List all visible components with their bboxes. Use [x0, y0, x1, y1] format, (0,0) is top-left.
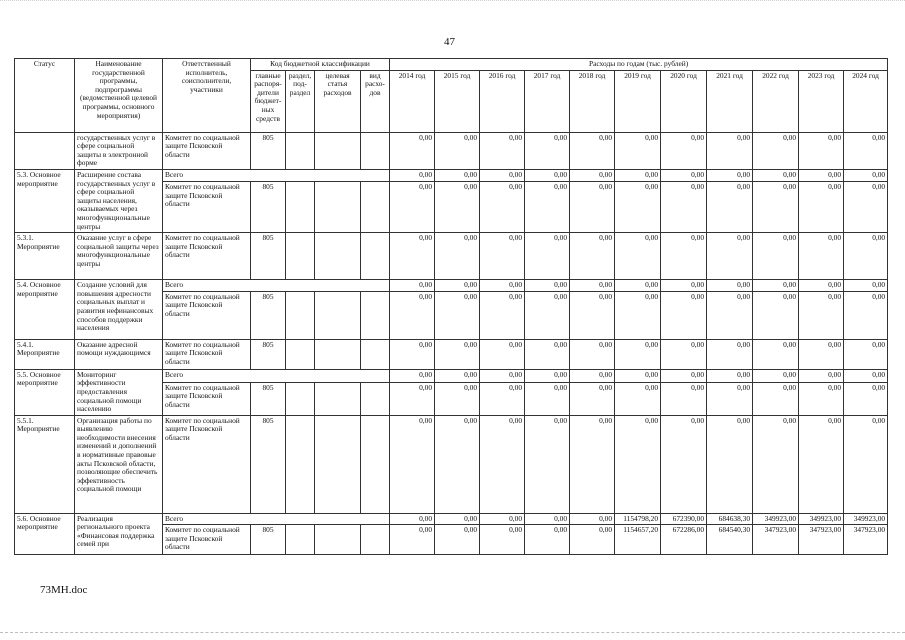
- amount-cell: 0,00: [615, 132, 661, 169]
- amount-cell: 0,00: [615, 369, 661, 382]
- amount-cell: 347923,00: [753, 525, 799, 555]
- header-year: 2018 год: [570, 70, 615, 132]
- type-cell: [361, 339, 390, 369]
- amount-cell: 684638,30: [707, 513, 753, 525]
- amount-cell: 0,00: [661, 291, 707, 339]
- amount-cell: 0,00: [390, 415, 435, 513]
- amount-cell: 0,00: [844, 169, 888, 181]
- amount-cell: 0,00: [435, 369, 480, 382]
- amount-cell: 0,00: [480, 233, 525, 280]
- amount-cell: 0,00: [707, 182, 753, 233]
- status-cell: [15, 132, 75, 169]
- amount-cell: 0,00: [570, 525, 615, 555]
- amount-cell: 0,00: [844, 339, 888, 369]
- table-row-5-3-total: [15, 169, 888, 181]
- amount-cell: 0,00: [525, 280, 570, 292]
- amount-cell: 0,00: [390, 382, 435, 415]
- grbs-cell: 805: [251, 132, 286, 169]
- header-name: Наименование государственной программы, подпрограммы (ведомственной целевой программы, основного мероприятия): [75, 59, 163, 133]
- executor-total-cell: Всего: [163, 280, 390, 292]
- amount-cell: 0,00: [570, 382, 615, 415]
- amount-cell: 0,00: [435, 169, 480, 181]
- grbs-cell: 805: [251, 339, 286, 369]
- amount-cell: 0,00: [799, 369, 844, 382]
- amount-cell: 672286,00: [661, 525, 707, 555]
- amount-cell: 0,00: [435, 513, 480, 525]
- amount-cell: 0,00: [661, 415, 707, 513]
- amount-cell: 0,00: [753, 233, 799, 280]
- status-cell: 5.4.1. Мероприятие: [15, 339, 75, 369]
- amount-cell: 0,00: [435, 182, 480, 233]
- amount-cell: 0,00: [615, 415, 661, 513]
- amount-cell: 0,00: [753, 291, 799, 339]
- amount-cell: 0,00: [435, 132, 480, 169]
- grbs-cell: 805: [251, 233, 286, 280]
- executor-cell: Комитет по социальной защите Псковской области: [163, 182, 251, 233]
- budget-table: [14, 58, 888, 555]
- target-cell: [315, 182, 361, 233]
- executor-cell: Комитет по социальной защите Псковской области: [163, 339, 251, 369]
- amount-cell: 0,00: [661, 169, 707, 181]
- header-year: 2015 год: [435, 70, 480, 132]
- amount-cell: 347923,00: [844, 525, 888, 555]
- amount-cell: 0,00: [615, 233, 661, 280]
- section-cell: [286, 382, 315, 415]
- amount-cell: 0,00: [570, 339, 615, 369]
- amount-cell: 0,00: [390, 233, 435, 280]
- target-cell: [315, 132, 361, 169]
- name-cell: Оказание услуг в сфере социальной защиты через многофункциональные центры: [75, 233, 163, 280]
- amount-cell: 0,00: [435, 291, 480, 339]
- name-cell: Мониторинг эффективности предоставления социальной помощи населению: [75, 369, 163, 415]
- type-cell: [361, 233, 390, 280]
- header-year: 2014 год: [390, 70, 435, 132]
- amount-cell: 0,00: [525, 339, 570, 369]
- section-cell: [286, 525, 315, 555]
- amount-cell: 0,00: [844, 369, 888, 382]
- executor-cell: Комитет по социальной защите Псковской области: [163, 132, 251, 169]
- header-year: 2017 год: [525, 70, 570, 132]
- amount-cell: 0,00: [799, 415, 844, 513]
- amount-cell: 0,00: [390, 369, 435, 382]
- type-cell: [361, 132, 390, 169]
- amount-cell: 0,00: [753, 339, 799, 369]
- target-cell: [315, 382, 361, 415]
- amount-cell: 0,00: [661, 182, 707, 233]
- amount-cell: 349923,00: [799, 513, 844, 525]
- header-grbs: главные распоря-дители бюджет-ных средств: [251, 70, 286, 132]
- amount-cell: 0,00: [480, 369, 525, 382]
- amount-cell: 0,00: [615, 182, 661, 233]
- grbs-cell: 805: [251, 291, 286, 339]
- amount-cell: 0,00: [661, 369, 707, 382]
- amount-cell: 0,00: [707, 415, 753, 513]
- table-row-5-5-total: [15, 369, 888, 382]
- amount-cell: 0,00: [799, 132, 844, 169]
- table-row-5-4-total: [15, 280, 888, 292]
- amount-cell: 0,00: [390, 132, 435, 169]
- amount-cell: 0,00: [525, 182, 570, 233]
- amount-cell: 0,00: [844, 280, 888, 292]
- amount-cell: 0,00: [570, 513, 615, 525]
- type-cell: [361, 525, 390, 555]
- amount-cell: 0,00: [570, 415, 615, 513]
- table-header: [15, 59, 888, 133]
- amount-cell: 0,00: [525, 513, 570, 525]
- status-cell: 5.5.1. Мероприятие: [15, 415, 75, 513]
- target-cell: [315, 291, 361, 339]
- amount-cell: 0,00: [390, 182, 435, 233]
- amount-cell: 0,00: [525, 291, 570, 339]
- table-row-5-5-1: [15, 415, 888, 513]
- amount-cell: 684540,30: [707, 525, 753, 555]
- amount-cell: 0,00: [480, 132, 525, 169]
- header-section: раздел, под-раздел: [286, 70, 315, 132]
- header-year: 2024 год: [844, 70, 888, 132]
- name-cell: Оказание адресной помощи нуждающимся: [75, 339, 163, 369]
- type-cell: [361, 415, 390, 513]
- type-cell: [361, 291, 390, 339]
- amount-cell: 0,00: [480, 169, 525, 181]
- amount-cell: 0,00: [390, 169, 435, 181]
- amount-cell: 0,00: [435, 525, 480, 555]
- target-cell: [315, 339, 361, 369]
- name-cell: Организация работы по выявлению необходимости внесения изменений и дополнений в нормативные правовые акты Псковской области, позволяющие обеспечить эффективность социальной помощи: [75, 415, 163, 513]
- amount-cell: 0,00: [390, 513, 435, 525]
- name-cell: Создание условий для повышения адресности социальных выплат и развития нефинансовых способов поддержки населения: [75, 280, 163, 340]
- amount-cell: 0,00: [525, 233, 570, 280]
- executor-total-cell: Всего: [163, 513, 390, 525]
- amount-cell: 0,00: [615, 291, 661, 339]
- name-cell: государственных услуг в сфере социальной защиты в электронной форме: [75, 132, 163, 169]
- amount-cell: 0,00: [799, 182, 844, 233]
- section-cell: [286, 291, 315, 339]
- amount-cell: 0,00: [799, 169, 844, 181]
- header-year: 2022 год: [753, 70, 799, 132]
- amount-cell: 1154657,20: [615, 525, 661, 555]
- target-cell: [315, 415, 361, 513]
- footer-filename: 73МН.doc: [40, 584, 88, 596]
- amount-cell: 0,00: [390, 339, 435, 369]
- amount-cell: 0,00: [799, 382, 844, 415]
- amount-cell: 0,00: [753, 415, 799, 513]
- table-row-continuation: [15, 132, 888, 169]
- amount-cell: 0,00: [844, 291, 888, 339]
- amount-cell: 0,00: [435, 233, 480, 280]
- amount-cell: 0,00: [615, 339, 661, 369]
- amount-cell: 0,00: [799, 291, 844, 339]
- amount-cell: 0,00: [390, 291, 435, 339]
- amount-cell: 0,00: [435, 280, 480, 292]
- status-cell: 5.3. Основное мероприятие: [15, 169, 75, 232]
- header-budget-code: Код бюджетной классификации: [251, 59, 390, 71]
- amount-cell: 0,00: [525, 525, 570, 555]
- executor-cell: Комитет по социальной защите Псковской области: [163, 525, 251, 555]
- amount-cell: 0,00: [707, 369, 753, 382]
- amount-cell: 672390,00: [661, 513, 707, 525]
- section-cell: [286, 339, 315, 369]
- amount-cell: 0,00: [753, 369, 799, 382]
- amount-cell: 0,00: [390, 525, 435, 555]
- amount-cell: 0,00: [525, 132, 570, 169]
- amount-cell: 0,00: [480, 415, 525, 513]
- scan-artifact-bottom: [0, 632, 905, 633]
- scan-artifact-top: [0, 0, 905, 1]
- amount-cell: 0,00: [799, 280, 844, 292]
- amount-cell: 0,00: [753, 182, 799, 233]
- header-year: 2019 год: [615, 70, 661, 132]
- amount-cell: 0,00: [707, 382, 753, 415]
- amount-cell: 0,00: [480, 382, 525, 415]
- header-expenses: Расходы по годам (тыс. рублей): [390, 59, 888, 71]
- amount-cell: 0,00: [707, 291, 753, 339]
- status-cell: 5.6. Основное мероприятие: [15, 513, 75, 555]
- section-cell: [286, 233, 315, 280]
- header-target-article: целевая статья расходов: [315, 70, 361, 132]
- amount-cell: 0,00: [799, 339, 844, 369]
- amount-cell: 0,00: [525, 369, 570, 382]
- header-status: Статус: [15, 59, 75, 133]
- amount-cell: 0,00: [753, 382, 799, 415]
- amount-cell: 0,00: [661, 280, 707, 292]
- amount-cell: 0,00: [480, 513, 525, 525]
- amount-cell: 0,00: [661, 339, 707, 369]
- amount-cell: 0,00: [753, 169, 799, 181]
- amount-cell: 0,00: [570, 280, 615, 292]
- amount-cell: 0,00: [570, 369, 615, 382]
- section-cell: [286, 182, 315, 233]
- amount-cell: 0,00: [525, 415, 570, 513]
- amount-cell: 349923,00: [753, 513, 799, 525]
- amount-cell: 0,00: [661, 382, 707, 415]
- amount-cell: 0,00: [570, 233, 615, 280]
- status-cell: 5.4. Основное мероприятие: [15, 280, 75, 340]
- section-cell: [286, 132, 315, 169]
- amount-cell: 0,00: [661, 132, 707, 169]
- header-year: 2016 год: [480, 70, 525, 132]
- amount-cell: 0,00: [661, 233, 707, 280]
- amount-cell: 1154798,20: [615, 513, 661, 525]
- amount-cell: 0,00: [570, 182, 615, 233]
- header-executor: Ответственный исполнитель, соисполнители, участники: [163, 59, 251, 133]
- amount-cell: 0,00: [615, 382, 661, 415]
- amount-cell: 0,00: [480, 182, 525, 233]
- section-cell: [286, 415, 315, 513]
- amount-cell: 0,00: [844, 233, 888, 280]
- header-expense-type: вид расхо-дов: [361, 70, 390, 132]
- amount-cell: 0,00: [707, 280, 753, 292]
- amount-cell: 0,00: [753, 132, 799, 169]
- name-cell: Расширение состава государственных услуг в сфере социальной защиты населения, оказываемых через многофункциональные центры: [75, 169, 163, 232]
- page-number: 47: [444, 36, 455, 48]
- amount-cell: 0,00: [570, 291, 615, 339]
- header-year: 2020 год: [661, 70, 707, 132]
- amount-cell: 0,00: [707, 339, 753, 369]
- amount-cell: 0,00: [570, 132, 615, 169]
- amount-cell: 0,00: [844, 382, 888, 415]
- grbs-cell: 805: [251, 182, 286, 233]
- header-year: 2023 год: [799, 70, 844, 132]
- amount-cell: 0,00: [480, 339, 525, 369]
- amount-cell: 0,00: [480, 280, 525, 292]
- amount-cell: 0,00: [844, 132, 888, 169]
- table-row-5-6-total: [15, 513, 888, 525]
- type-cell: [361, 382, 390, 415]
- grbs-cell: 805: [251, 382, 286, 415]
- amount-cell: 0,00: [707, 233, 753, 280]
- amount-cell: 0,00: [435, 382, 480, 415]
- target-cell: [315, 525, 361, 555]
- status-cell: 5.3.1. Мероприятие: [15, 233, 75, 280]
- amount-cell: 0,00: [390, 280, 435, 292]
- executor-total-cell: Всего: [163, 169, 390, 181]
- grbs-cell: 805: [251, 415, 286, 513]
- amount-cell: 0,00: [799, 233, 844, 280]
- executor-cell: Комитет по социальной защите Псковской области: [163, 415, 251, 513]
- executor-total-cell: Всего: [163, 369, 390, 382]
- amount-cell: 0,00: [707, 132, 753, 169]
- target-cell: [315, 233, 361, 280]
- amount-cell: 0,00: [707, 169, 753, 181]
- grbs-cell: 805: [251, 525, 286, 555]
- amount-cell: 0,00: [435, 339, 480, 369]
- table-row-5-3-1: [15, 233, 888, 280]
- executor-cell: Комитет по социальной защите Псковской области: [163, 382, 251, 415]
- amount-cell: 0,00: [435, 415, 480, 513]
- executor-cell: Комитет по социальной защите Псковской области: [163, 233, 251, 280]
- amount-cell: 0,00: [615, 169, 661, 181]
- type-cell: [361, 182, 390, 233]
- executor-cell: Комитет по социальной защите Псковской области: [163, 291, 251, 339]
- amount-cell: 0,00: [525, 169, 570, 181]
- amount-cell: 347923,00: [799, 525, 844, 555]
- amount-cell: 349923,00: [844, 513, 888, 525]
- amount-cell: 0,00: [570, 169, 615, 181]
- status-cell: 5.5. Основное мероприятие: [15, 369, 75, 415]
- header-year: 2021 год: [707, 70, 753, 132]
- amount-cell: 0,00: [753, 280, 799, 292]
- amount-cell: 0,00: [480, 291, 525, 339]
- table-row-5-4-1: [15, 339, 888, 369]
- amount-cell: 0,00: [480, 525, 525, 555]
- name-cell: Реализация регионального проекта «Финансовая поддержка семей при: [75, 513, 163, 555]
- amount-cell: 0,00: [844, 182, 888, 233]
- amount-cell: 0,00: [615, 280, 661, 292]
- amount-cell: 0,00: [525, 382, 570, 415]
- amount-cell: 0,00: [844, 415, 888, 513]
